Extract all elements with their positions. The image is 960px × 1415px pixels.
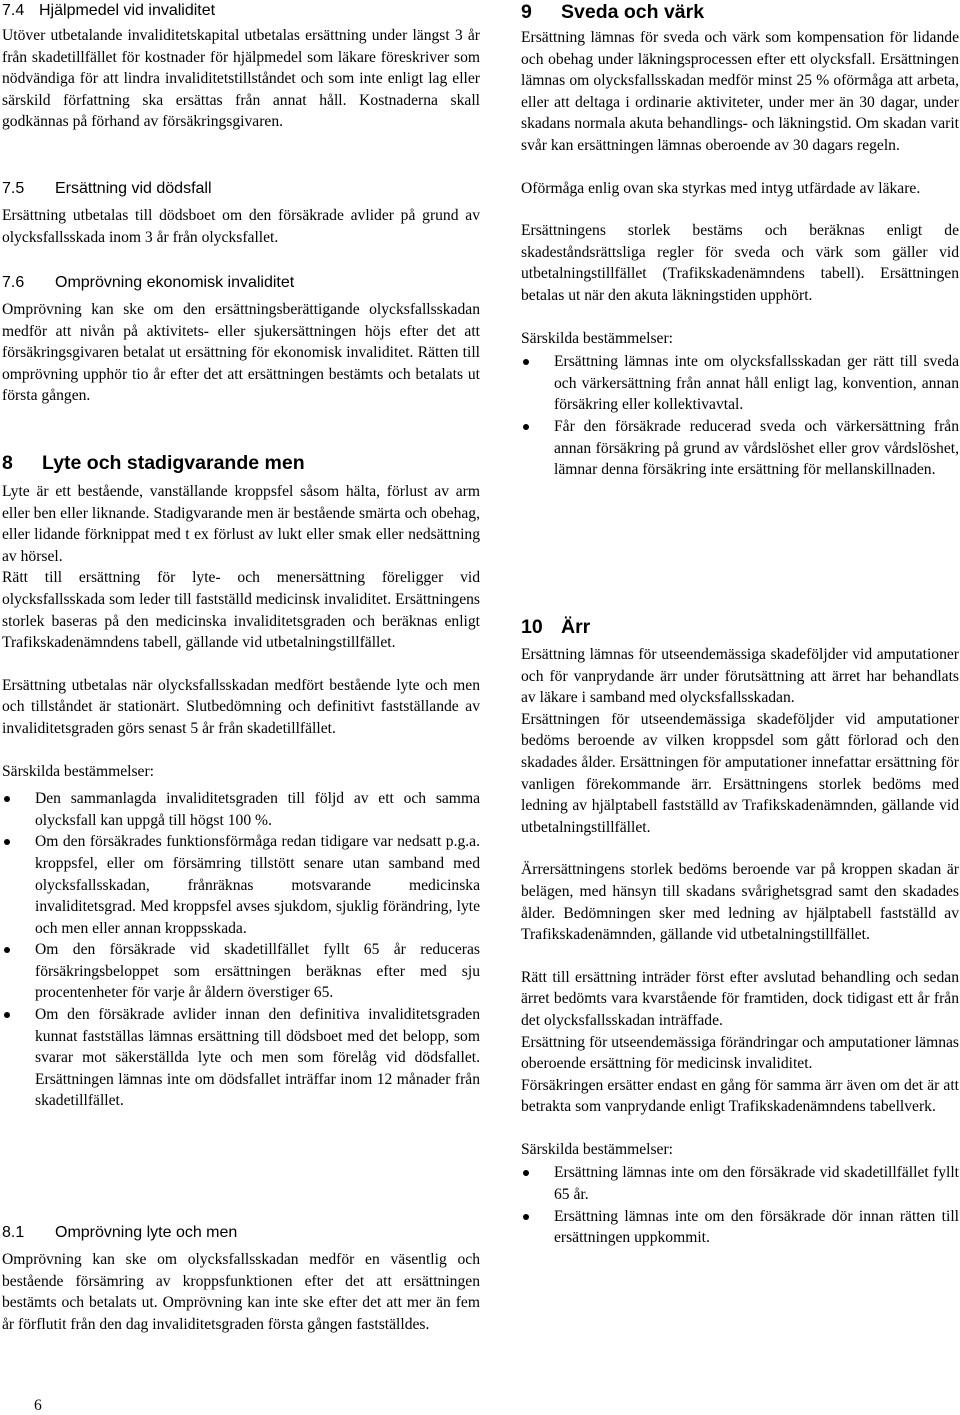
- section-8: [2, 451, 480, 1112]
- list-item: Den sammanlagda invaliditetsgraden till följd av ett och samma olycksfall kan uppgå till högst 100 %.: [2, 788, 480, 831]
- paragraph: Rätt till ersättning för lyte- och menersättning föreligger vid olycksfallsskada som leder till fastställd medicinsk invaliditet. Ersättningens storlek baseras på den medicinska invaliditetsgraden och beräknas enligt Trafikskadenämndens tabell, gällande vid utbetalningstillfället.: [2, 569, 480, 652]
- special-rules-label: Särskilda bestämmelser:: [521, 1140, 674, 1158]
- section-heading: [521, 0, 959, 24]
- bullet-icon: [4, 839, 10, 845]
- section-heading: [521, 615, 959, 639]
- section-number: 7.4: [2, 2, 25, 19]
- paragraph: Oförmåga enlig ovan ska styrkas med intyg utfärdade av läkare.: [521, 179, 921, 197]
- paragraph: Ersättningen för utseendemässiga skadeföljder vid amputationer bedöms beroende av vilken kroppsdel som gått förlorad och den skadades ålder. Ersättningen för amputationer innefattar ersättning för vanligen förekommande ärr. Ersättningens storlek bedöms med ledning av hjälptabell fastställd av Trafikskadenämnden, gällande vid utbetalningstillfället.: [521, 710, 959, 836]
- section-number: 8: [2, 452, 13, 474]
- section-heading: [2, 178, 480, 200]
- special-rules-list: [2, 788, 480, 1112]
- section-9: [521, 0, 959, 481]
- section-7-6: [2, 272, 480, 407]
- section-number: 8.1: [2, 1224, 25, 1241]
- bullet-icon: [523, 1214, 529, 1220]
- paragraph: Ersättning lämnas för sveda och värk som kompensation för lidande och obehag under läkningsprocessen efter ett olycksfall. Ersättningen lämnas om olycksfallsskadan medför minst 25 % oförmåga att arbeta, eller att deltaga i ordinarie aktiviteter, under mer än 30 dagar, under skadans normala akuta behandlings- och läkningstid. Om skadan varit svår kan ersättningen lämnas oberoende av 30 dagars regeln.: [521, 29, 959, 154]
- section-heading: [2, 272, 480, 294]
- bullet-icon: [4, 947, 10, 953]
- paragraph: Ärrersättningens storlek bedöms beroende var på kroppen skadan är belägen, med hänsyn till skadans svårighetsgrad samt den skadades ålder. Bedömningen sker med ledning av hjälptabell fastställd av Trafikskadenämnden, gällande vid utbetalningstillfället.: [521, 861, 959, 944]
- section-7-4: [2, 0, 480, 133]
- bullet-icon: [4, 796, 10, 802]
- paragraph: Rätt till ersättning inträder först efter avslutad behandling och sedan ärret bedömts vara kvarstående för framtiden, dock tidigast ett år från det olycksfallsskadan inträffade.: [521, 968, 959, 1029]
- section-number: 7.6: [2, 274, 25, 291]
- section-text: Omprövning kan ske om olycksfallsskadan medför en väsentlig och bestående försämring av kroppsfunktionen efter det att ersättningen bestämts och betalats ut. Omprövning kan inte ske efter det att mer än fem år förflutit från den dag invaliditetsgraden första gången fastställdes.: [2, 1251, 480, 1333]
- section-title: Omprövning lyte och men: [55, 1224, 238, 1241]
- bullet-icon: [523, 1170, 529, 1176]
- section-title: Ärr: [561, 616, 591, 638]
- section-number: 9: [521, 1, 532, 23]
- paragraph: Försäkringen ersätter endast en gång för samma ärr även om det är att betrakta som vanprydande enligt Trafikskadenämndens tabellverk.: [521, 1076, 959, 1116]
- bullet-icon: [523, 359, 529, 365]
- list-item: Om den försäkrade vid skadetillfället fyllt 65 år reduceras försäkringsbeloppet som ersättningen beräknas efter med sju procentenheter för varje år åldern överstiger 65.: [2, 939, 480, 1004]
- bullet-icon: [4, 1012, 10, 1018]
- paragraph: Lyte är ett bestående, vanställande kroppsfel såsom hälta, förlust av arm eller ben eller liknande. Stadigvarande men är bestående smärta och obehag, eller lidande förknippat med t ex förlust av lukt eller smak eller nedsättning av hörsel.: [2, 483, 480, 565]
- paragraph: Ersättning utbetalas när olycksfallsskadan medfört bestående lyte och men och tillståndet är stationärt. Slutbedömning och definitivt fastställande av invaliditetsgraden görs senast 5 år från skadetillfället.: [2, 676, 480, 737]
- paragraph: Ersättningens storlek bestäms och beräknas enligt de skadeståndsrättsliga regler för sveda och värk som gäller vid utbetalningstillfället (Trafikskadenämndens tabell). Ersättningen betalas ut när den akuta läkningstiden upphört.: [521, 222, 959, 304]
- section-title: Lyte och stadigvarande men: [42, 452, 305, 474]
- section-8-1: [2, 1222, 480, 1335]
- list-item: Ersättning lämnas inte om olycksfallsskadan ger rätt till sveda och värkersättning från annat håll enligt lag, konvention, annan försäkring eller kollektivavtal.: [521, 351, 959, 416]
- section-title: Ersättning vid dödsfall: [55, 180, 212, 197]
- special-rules-label: Särskilda bestämmelser:: [521, 329, 674, 347]
- section-text: Ersättning utbetalas till dödsboet om den försäkrade avlider på grund av olycksfallsskada inom 3 år från olycksfallet.: [2, 207, 480, 246]
- section-heading: [2, 451, 480, 475]
- section-title: Sveda och värk: [561, 1, 705, 23]
- section-text: Utöver utbetalande invaliditetskapital utbetalas ersättning under längst 3 år från skadetillfället för kostnader för hjälpmedel som läkare föreskriver som nödvändiga för att lindra invaliditetstillståndet och som inte enligt lag eller särskild författning ska ersättas från annat håll. Kostnaderna skall godkännas på förhand av försäkringsgivaren.: [2, 27, 480, 131]
- section-heading: [2, 0, 480, 22]
- section-number: 7.5: [2, 180, 25, 197]
- section-title: Hjälpmedel vid invaliditet: [39, 2, 216, 19]
- list-item: Ersättning lämnas inte om den försäkrade dör innan rätten till ersättningen uppkommit.: [521, 1206, 959, 1249]
- page-number: 6: [34, 1397, 42, 1414]
- list-item: Ersättning lämnas inte om den försäkrade vid skadetillfället fyllt 65 år.: [521, 1162, 959, 1205]
- list-item: Om den försäkrade avlider innan den definitiva invaliditetsgraden kunnat fastställas lämnas ersättning till dödsboet med det belopp, som svarar mot säkerställda lyte och men som förelåg vid dödsfallet. Ersättningen lämnas inte om dödsfallet inträffar inom 12 månader från skadetillfället.: [2, 1004, 480, 1112]
- special-rules-list: [521, 1162, 959, 1248]
- paragraph: Ersättning lämnas för utseendemässiga skadeföljder vid amputationer och för vanprydande ärr under förutsättning att ärret har behandlats av läkare i samband med olycksfallsskadan.: [521, 646, 959, 707]
- section-heading: [2, 1222, 480, 1244]
- section-10: [521, 615, 959, 1249]
- section-7-5: [2, 178, 480, 248]
- section-title: Omprövning ekonomisk invaliditet: [55, 274, 295, 291]
- section-text: Omprövning kan ske om den ersättningsberättigande olycksfallsskadan medför att nivån på aktivitets- eller sjukersättningen höjs efter det att försäkringsgivaren betalat ut ersättning för ekonomisk invaliditet. Rätten till omprövning upphör tio år efter det att ersättningen bestämts och betalats ut första gången.: [2, 301, 480, 405]
- special-rules-label: Särskilda bestämmelser:: [2, 762, 155, 780]
- paragraph: Ersättning för utseendemässiga förändringar och amputationer lämnas oberoende ersättning för medicinsk invaliditet.: [521, 1033, 959, 1073]
- list-item: Om den försäkrades funktionsförmåga redan tidigare var nedsatt p.g.a. kroppsfel, eller om försämring tillstött senare utan samband med olycksfallsskadan, frånräknas motsvarande medicinska invaliditetsgrad. Med kroppsfel avses sjukdom, sjuklig förändring, lyte och men eller annan kroppsskada.: [2, 831, 480, 939]
- special-rules-list: [521, 351, 959, 481]
- section-number: 10: [521, 616, 543, 638]
- list-item: Får den försäkrade reducerad sveda och värkersättning från annan försäkring på grund av vårdslöshet eller grov vårdslöshet, lämnar denna försäkring inte ersättning för mellanskillnaden.: [521, 416, 959, 481]
- bullet-icon: [523, 424, 529, 430]
